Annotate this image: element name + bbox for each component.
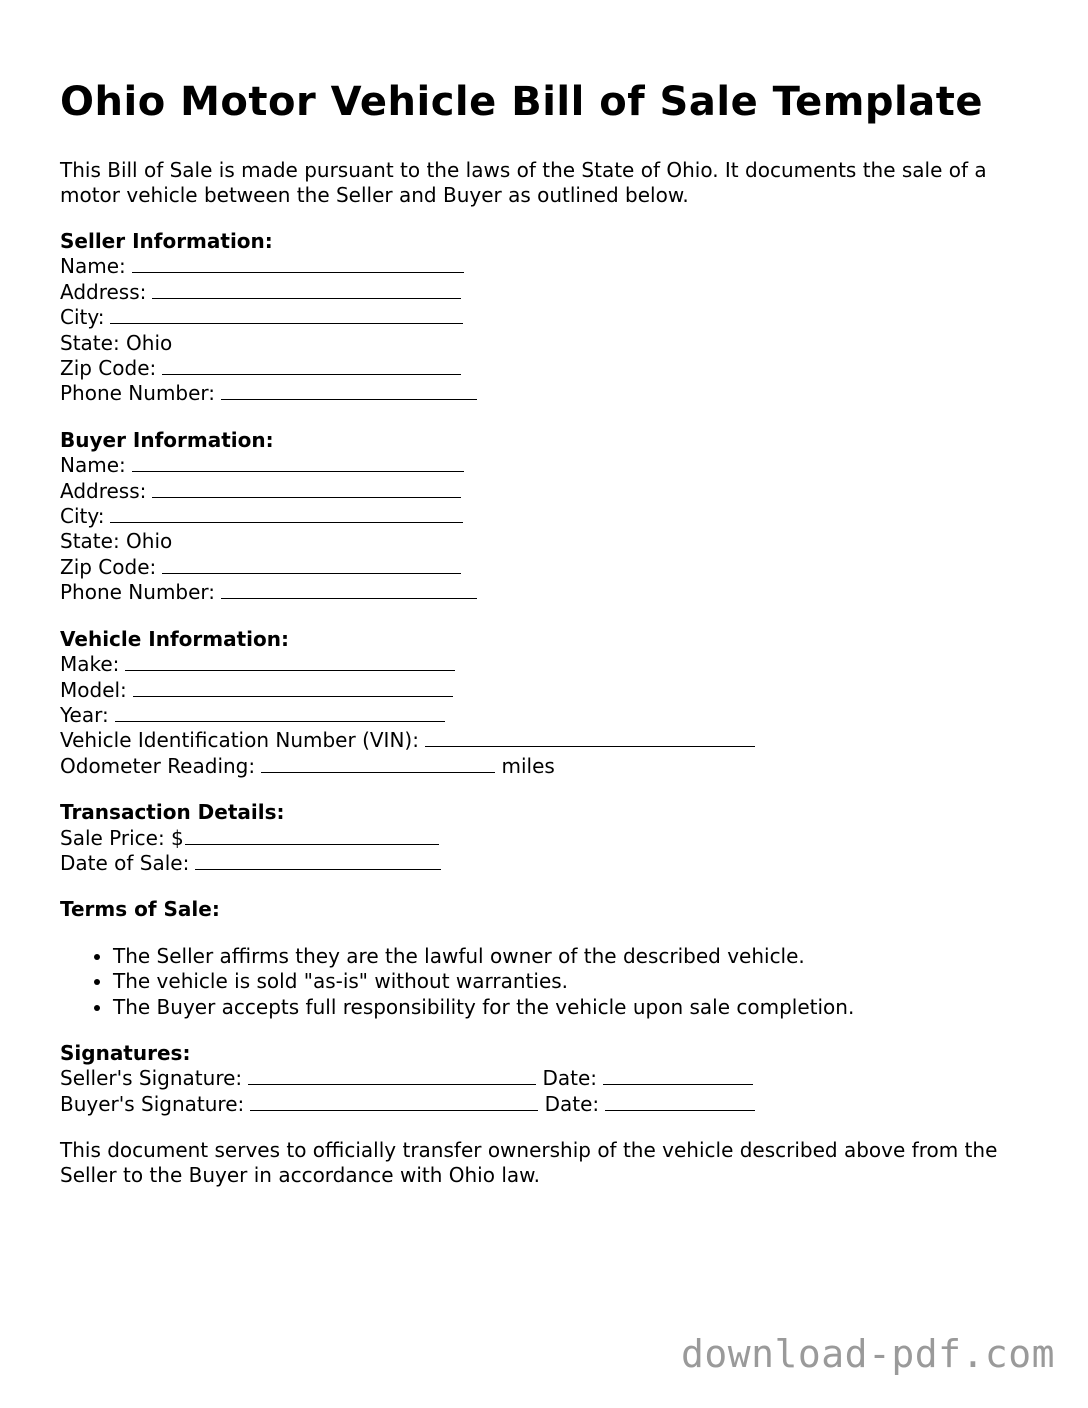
sale-date-row xyxy=(60,851,1040,876)
buyer-signature-date-field[interactable] xyxy=(605,1092,755,1111)
vehicle-heading: Vehicle Information: xyxy=(60,626,289,651)
buyer-phone-row xyxy=(60,580,1040,605)
buyer-address-row xyxy=(60,479,1040,504)
vehicle-odometer-field[interactable] xyxy=(261,754,495,773)
buyer-zip-label: Zip Code: xyxy=(60,554,157,579)
buyer-zip-field[interactable] xyxy=(162,555,461,574)
seller-signature-date-field[interactable] xyxy=(603,1066,753,1085)
seller-name-label: Name: xyxy=(60,254,126,279)
vehicle-make-label: Make: xyxy=(60,652,120,677)
vehicle-vin-row xyxy=(60,728,1040,753)
seller-city-field[interactable] xyxy=(110,305,463,324)
buyer-zip-row xyxy=(60,555,1040,580)
buyer-state-row: State: Ohio xyxy=(60,529,173,554)
buyer-city-label: City: xyxy=(60,504,105,529)
buyer-section xyxy=(60,428,1040,606)
seller-address-field[interactable] xyxy=(152,280,461,299)
seller-city-label: City: xyxy=(60,305,105,330)
seller-signature-date-label: Date: xyxy=(542,1066,598,1091)
vehicle-model-label: Model: xyxy=(60,677,127,702)
seller-city-row xyxy=(60,305,1040,330)
vehicle-make-field[interactable] xyxy=(125,652,455,671)
vehicle-year-label: Year: xyxy=(60,702,109,727)
vehicle-odometer-row xyxy=(60,754,1040,779)
vehicle-vin-field[interactable] xyxy=(425,728,755,747)
transaction-heading: Transaction Details: xyxy=(60,800,285,825)
seller-phone-field[interactable] xyxy=(221,381,477,400)
buyer-name-field[interactable] xyxy=(132,453,464,472)
transaction-section xyxy=(60,800,1040,876)
terms-item: • The Buyer accepts full responsibility for the vehicle upon sale completion. xyxy=(113,995,1040,1020)
seller-signature-row xyxy=(60,1066,1040,1091)
sale-date-field[interactable] xyxy=(195,851,441,870)
buyer-signature-row xyxy=(60,1092,1040,1117)
vehicle-year-row xyxy=(60,703,1040,728)
vehicle-year-field[interactable] xyxy=(115,703,445,722)
buyer-address-label: Address: xyxy=(60,478,147,503)
buyer-signature-field[interactable] xyxy=(250,1092,538,1111)
vehicle-vin-label: Vehicle Identification Number (VIN): xyxy=(60,728,419,753)
terms-item: • The vehicle is sold "as-is" without warranties. xyxy=(113,969,1040,994)
seller-name-field[interactable] xyxy=(132,254,464,273)
vehicle-model-field[interactable] xyxy=(133,678,453,697)
seller-heading: Seller Information: xyxy=(60,229,273,253)
vehicle-make-row xyxy=(60,652,1040,677)
sale-price-row xyxy=(60,826,1040,851)
buyer-phone-field[interactable] xyxy=(221,580,477,599)
buyer-phone-label: Phone Number: xyxy=(60,580,216,605)
vehicle-section xyxy=(60,627,1040,779)
vehicle-odometer-unit: miles xyxy=(501,753,555,778)
seller-signature-label: Seller's Signature: xyxy=(60,1066,243,1091)
vehicle-model-row xyxy=(60,678,1040,703)
seller-phone-row xyxy=(60,381,1040,406)
seller-phone-label: Phone Number: xyxy=(60,381,216,406)
buyer-heading: Buyer Information: xyxy=(60,427,274,452)
buyer-city-field[interactable] xyxy=(110,504,463,523)
buyer-name-label: Name: xyxy=(60,453,126,478)
terms-heading: Terms of Sale: xyxy=(60,897,220,922)
seller-address-row xyxy=(60,280,1040,305)
terms-item: • The Seller affirms they are the lawful owner of the described vehicle. xyxy=(113,944,1040,969)
vehicle-odometer-label: Odometer Reading: xyxy=(60,753,256,778)
seller-zip-field[interactable] xyxy=(162,356,461,375)
watermark-text: download-pdf.com xyxy=(680,1332,1055,1376)
seller-zip-label: Zip Code: xyxy=(60,356,157,381)
buyer-city-row xyxy=(60,504,1040,529)
sale-price-label: Sale Price: $ xyxy=(60,825,184,850)
seller-signature-field[interactable] xyxy=(248,1066,536,1085)
seller-state-row: State: Ohio xyxy=(60,330,173,355)
signatures-section xyxy=(60,1041,1040,1117)
buyer-signature-label: Buyer's Signature: xyxy=(60,1091,245,1116)
sale-date-label: Date of Sale: xyxy=(60,850,190,875)
terms-list xyxy=(60,944,1040,1020)
document-title: Ohio Motor Vehicle Bill of Sale Template xyxy=(60,79,983,125)
intro-paragraph: This Bill of Sale is made pursuant to the laws of the State of Ohio. It documents the sale of a motor vehicle between the Seller and Buyer as outlined below. xyxy=(60,158,987,207)
seller-name-row xyxy=(60,254,1040,279)
terms-section xyxy=(60,897,1040,1020)
signatures-heading: Signatures: xyxy=(60,1040,191,1065)
document-page xyxy=(60,78,1040,1208)
buyer-signature-date-label: Date: xyxy=(544,1091,600,1116)
buyer-address-field[interactable] xyxy=(152,479,461,498)
seller-section xyxy=(60,229,1040,407)
seller-address-label: Address: xyxy=(60,279,147,304)
seller-zip-row xyxy=(60,356,1040,381)
closing-paragraph: This document serves to officially transfer ownership of the vehicle described above from the Seller to the Buyer in accordance with Ohio law. xyxy=(60,1138,998,1188)
sale-price-field[interactable] xyxy=(185,826,439,845)
buyer-name-row xyxy=(60,453,1040,478)
